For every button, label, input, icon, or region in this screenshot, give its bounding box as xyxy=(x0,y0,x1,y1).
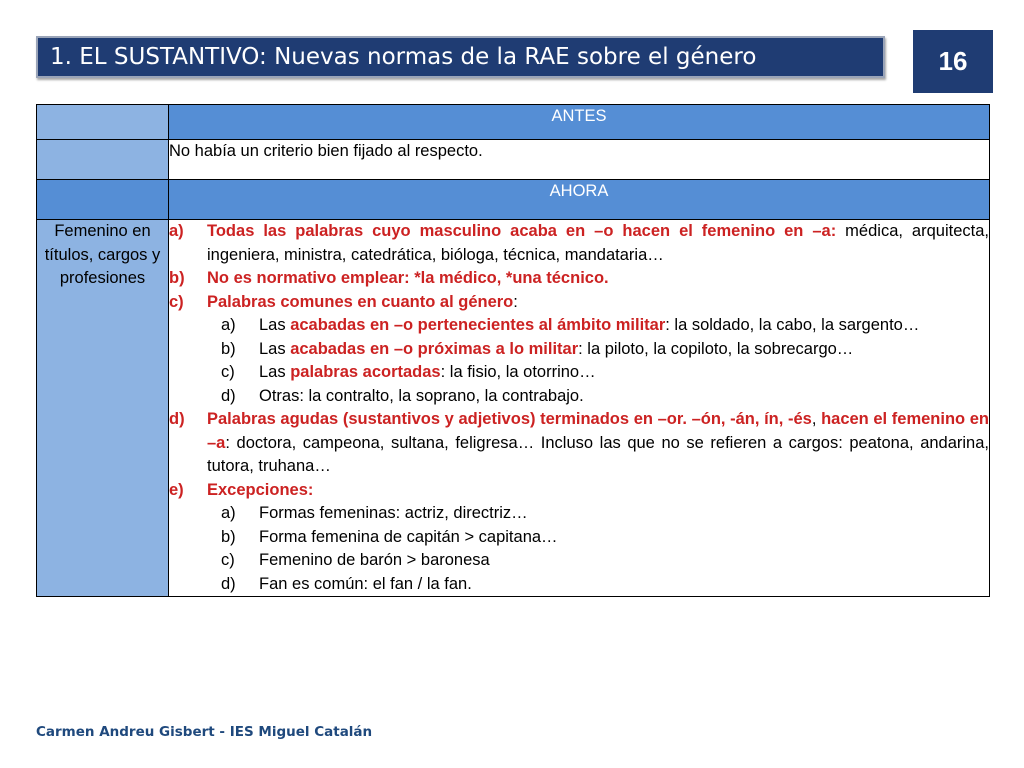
sub-eb-text: Forma femenina de capitán > capitana… xyxy=(259,527,558,546)
row-label: Femenino en títulos, cargos y profesiones xyxy=(37,220,169,597)
rule-e-highlight: Excepciones: xyxy=(207,480,314,499)
antes-text: No había un criterio bien fijado al respecto. xyxy=(169,140,990,180)
rule-d-text: : doctora, campeona, sultana, feligresa… Incluso las que no se refieren a cargos: peatona, andarina, tutora, truhana… xyxy=(207,433,989,475)
sub-cd-text: Otras: la contralto, la soprano, la contrabajo. xyxy=(259,386,584,405)
list-marker: c) xyxy=(221,363,235,381)
list-marker: d) xyxy=(221,574,236,593)
sub-item-e-a xyxy=(169,502,989,526)
sub-ca-highlight: acabadas en –o pertenecientes al ámbito militar xyxy=(290,316,666,334)
sub-ca-text: : la soldado, la cabo, la sargento… xyxy=(665,316,920,334)
list-item-b xyxy=(169,267,989,291)
list-marker: e) xyxy=(169,480,184,499)
sub-cb-highlight: acabadas en –o próximas a lo militar xyxy=(290,339,579,358)
sub-cb-text: : la piloto, la copiloto, la sobrecargo… xyxy=(578,339,854,358)
sub-item-c-c xyxy=(169,361,989,385)
title-bar xyxy=(36,36,885,78)
list-marker: b) xyxy=(221,527,236,546)
rule-a-text: médica, arquitecta, ingeniera, ministra, catedrática, bióloga, técnica, mandataria… xyxy=(207,222,989,264)
sub-item-c-d xyxy=(169,385,989,409)
sub-cc-text: : la fisio, la otorrino… xyxy=(440,363,596,381)
sub-ca-pre: Las xyxy=(259,316,291,334)
list-item-e xyxy=(169,479,989,503)
antes-content-row xyxy=(37,140,990,180)
list-marker: d) xyxy=(221,386,236,405)
list-marker: a) xyxy=(169,222,184,240)
list-marker: c) xyxy=(169,292,184,311)
gender-rules-table xyxy=(36,104,990,597)
list-item-d xyxy=(169,408,989,479)
ahora-header-row xyxy=(37,180,990,220)
list-marker: d) xyxy=(169,410,185,428)
sub-item-c-b xyxy=(169,338,989,362)
rule-c-highlight: Palabras comunes en cuanto al género xyxy=(207,292,514,311)
rule-c-colon: : xyxy=(513,292,518,311)
antes-header-row xyxy=(37,105,990,140)
ahora-content-row xyxy=(37,220,990,597)
antes-header: ANTES xyxy=(169,105,990,140)
left-cell-empty-3 xyxy=(37,180,169,220)
sub-item-c-a xyxy=(169,314,989,338)
sub-cc-highlight: palabras acortadas xyxy=(290,363,441,381)
sub-ed-text: Fan es común: el fan / la fan. xyxy=(259,574,472,593)
list-marker: a) xyxy=(221,504,236,522)
left-cell-empty-2 xyxy=(37,140,169,180)
sub-cc-pre: Las xyxy=(259,363,291,381)
sub-cb-pre: Las xyxy=(259,339,291,358)
ahora-header: AHORA xyxy=(169,180,990,220)
ahora-content xyxy=(169,220,990,597)
rule-d-highlight-1: Palabras agudas (sustantivos y adjetivos) terminados en –or. –ón, -án, ín, -és xyxy=(207,410,812,428)
slide-title: 1. EL SUSTANTIVO: Nuevas normas de la RAE sobre el género xyxy=(50,44,757,70)
list-marker: a) xyxy=(221,316,236,334)
page-number: 16 xyxy=(913,30,993,93)
list-marker: b) xyxy=(221,339,236,358)
sub-ea-text: Formas femeninas: actriz, directriz… xyxy=(259,504,528,522)
sub-item-e-c xyxy=(169,549,989,573)
footer-author: Carmen Andreu Gisbert - IES Miguel Catalán xyxy=(36,724,373,740)
list-marker: c) xyxy=(221,551,235,569)
list-item-a xyxy=(169,220,989,267)
sub-item-e-b xyxy=(169,526,989,550)
left-cell-empty-1 xyxy=(37,105,169,140)
sub-ec-text: Femenino de barón > baronesa xyxy=(259,551,490,569)
rule-d-comma: , xyxy=(811,410,822,428)
rule-a-highlight: Todas las palabras cuyo masculino acaba en –o hacen el femenino en –a: xyxy=(207,222,837,240)
list-marker: b) xyxy=(169,269,185,287)
rule-d-highlight-2: hacen el femenino en –a xyxy=(207,410,990,452)
sub-item-e-d xyxy=(169,573,989,597)
rule-b-highlight: No es normativo emplear: *la médico, *una técnico. xyxy=(207,269,609,287)
list-item-c xyxy=(169,291,989,315)
